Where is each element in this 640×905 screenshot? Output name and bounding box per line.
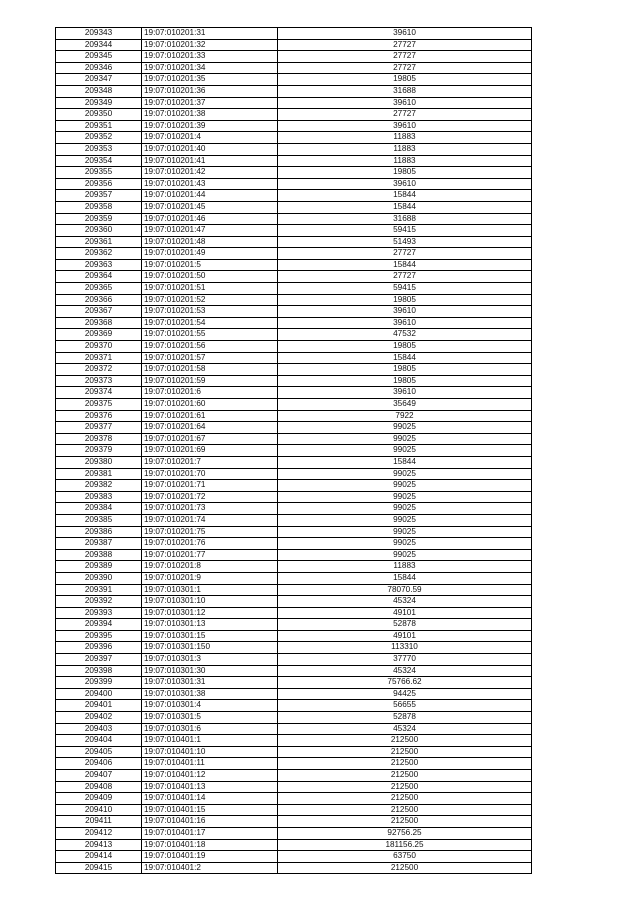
table-row bbox=[56, 700, 532, 712]
value-cell: 99025 bbox=[278, 433, 532, 445]
cadastral-number-cell: 19:07:010201:48 bbox=[142, 236, 278, 248]
table-row bbox=[56, 294, 532, 306]
record-number-cell: 209382 bbox=[56, 480, 142, 492]
record-number-cell: 209367 bbox=[56, 306, 142, 318]
cadastral-number-cell: 19:07:010301:15 bbox=[142, 630, 278, 642]
table-row bbox=[56, 271, 532, 283]
record-number-cell: 209361 bbox=[56, 236, 142, 248]
record-number-cell: 209409 bbox=[56, 793, 142, 805]
cadastral-number-cell: 19:07:010201:5 bbox=[142, 259, 278, 271]
value-cell: 212500 bbox=[278, 862, 532, 874]
table-row bbox=[56, 642, 532, 654]
cadastral-number-cell: 19:07:010201:36 bbox=[142, 85, 278, 97]
cadastral-number-cell: 19:07:010401:10 bbox=[142, 746, 278, 758]
table-row bbox=[56, 456, 532, 468]
value-cell: 212500 bbox=[278, 804, 532, 816]
cadastral-number-cell: 19:07:010201:56 bbox=[142, 341, 278, 353]
value-cell: 15844 bbox=[278, 201, 532, 213]
table-row bbox=[56, 514, 532, 526]
table-row bbox=[56, 190, 532, 202]
record-number-cell: 209375 bbox=[56, 399, 142, 411]
value-cell: 49101 bbox=[278, 607, 532, 619]
record-number-cell: 209394 bbox=[56, 619, 142, 631]
cadastral-number-cell: 19:07:010201:67 bbox=[142, 433, 278, 445]
cadastral-number-cell: 19:07:010201:58 bbox=[142, 364, 278, 376]
value-cell: 212500 bbox=[278, 746, 532, 758]
record-number-cell: 209370 bbox=[56, 341, 142, 353]
record-number-cell: 209343 bbox=[56, 28, 142, 40]
record-number-cell: 209412 bbox=[56, 827, 142, 839]
table-row bbox=[56, 723, 532, 735]
value-cell: 99025 bbox=[278, 480, 532, 492]
table-row bbox=[56, 109, 532, 121]
table-row bbox=[56, 538, 532, 550]
value-cell: 19805 bbox=[278, 364, 532, 376]
value-cell: 27727 bbox=[278, 39, 532, 51]
record-number-cell: 209356 bbox=[56, 178, 142, 190]
value-cell: 19805 bbox=[278, 74, 532, 86]
table-row bbox=[56, 804, 532, 816]
table-row bbox=[56, 862, 532, 874]
cadastral-number-cell: 19:07:010301:13 bbox=[142, 619, 278, 631]
record-number-cell: 209386 bbox=[56, 526, 142, 538]
table-row bbox=[56, 155, 532, 167]
value-cell: 212500 bbox=[278, 770, 532, 782]
cadastral-number-cell: 19:07:010201:8 bbox=[142, 561, 278, 573]
cadastral-number-cell: 19:07:010201:45 bbox=[142, 201, 278, 213]
value-cell: 212500 bbox=[278, 781, 532, 793]
value-cell: 113310 bbox=[278, 642, 532, 654]
table-row bbox=[56, 665, 532, 677]
cadastral-number-cell: 19:07:010201:34 bbox=[142, 62, 278, 74]
cadastral-number-cell: 19:07:010201:49 bbox=[142, 248, 278, 260]
value-cell: 99025 bbox=[278, 549, 532, 561]
table-row bbox=[56, 364, 532, 376]
record-number-cell: 209347 bbox=[56, 74, 142, 86]
value-cell: 45324 bbox=[278, 596, 532, 608]
cadastral-number-cell: 19:07:010301:6 bbox=[142, 723, 278, 735]
record-number-cell: 209362 bbox=[56, 248, 142, 260]
value-cell: 94425 bbox=[278, 688, 532, 700]
cadastral-number-cell: 19:07:010201:60 bbox=[142, 399, 278, 411]
record-number-cell: 209414 bbox=[56, 851, 142, 863]
table-row bbox=[56, 225, 532, 237]
cadastral-number-cell: 19:07:010201:71 bbox=[142, 480, 278, 492]
cadastral-number-cell: 19:07:010201:53 bbox=[142, 306, 278, 318]
record-number-cell: 209358 bbox=[56, 201, 142, 213]
value-cell: 19805 bbox=[278, 375, 532, 387]
value-cell: 47532 bbox=[278, 329, 532, 341]
record-number-cell: 209410 bbox=[56, 804, 142, 816]
cadastral-number-cell: 19:07:010301:1 bbox=[142, 584, 278, 596]
table-row bbox=[56, 236, 532, 248]
cadastral-number-cell: 19:07:010401:19 bbox=[142, 851, 278, 863]
value-cell: 7922 bbox=[278, 410, 532, 422]
value-cell: 27727 bbox=[278, 62, 532, 74]
table-row bbox=[56, 735, 532, 747]
record-number-cell: 209379 bbox=[56, 445, 142, 457]
cadastral-number-cell: 19:07:010301:4 bbox=[142, 700, 278, 712]
value-cell: 11883 bbox=[278, 143, 532, 155]
record-number-cell: 209374 bbox=[56, 387, 142, 399]
record-number-cell: 209400 bbox=[56, 688, 142, 700]
record-number-cell: 209398 bbox=[56, 665, 142, 677]
record-number-cell: 209371 bbox=[56, 352, 142, 364]
value-cell: 63750 bbox=[278, 851, 532, 863]
record-number-cell: 209403 bbox=[56, 723, 142, 735]
record-number-cell: 209366 bbox=[56, 294, 142, 306]
record-number-cell: 209396 bbox=[56, 642, 142, 654]
record-number-cell: 209381 bbox=[56, 468, 142, 480]
cadastral-number-cell: 19:07:010201:44 bbox=[142, 190, 278, 202]
table-row bbox=[56, 503, 532, 515]
record-number-cell: 209411 bbox=[56, 816, 142, 828]
table-row bbox=[56, 178, 532, 190]
table-row bbox=[56, 213, 532, 225]
table-row bbox=[56, 781, 532, 793]
table-row bbox=[56, 317, 532, 329]
table-row bbox=[56, 770, 532, 782]
record-number-cell: 209355 bbox=[56, 167, 142, 179]
record-number-cell: 209393 bbox=[56, 607, 142, 619]
value-cell: 39610 bbox=[278, 120, 532, 132]
value-cell: 19805 bbox=[278, 294, 532, 306]
cadastral-number-cell: 19:07:010301:10 bbox=[142, 596, 278, 608]
value-cell: 11883 bbox=[278, 132, 532, 144]
value-cell: 181156.25 bbox=[278, 839, 532, 851]
table-row bbox=[56, 62, 532, 74]
table-row bbox=[56, 422, 532, 434]
cadastral-number-cell: 19:07:010201:59 bbox=[142, 375, 278, 387]
table-row bbox=[56, 851, 532, 863]
value-cell: 45324 bbox=[278, 723, 532, 735]
table-row bbox=[56, 480, 532, 492]
cadastral-number-cell: 19:07:010201:69 bbox=[142, 445, 278, 457]
cadastral-number-cell: 19:07:010201:61 bbox=[142, 410, 278, 422]
cadastral-number-cell: 19:07:010201:43 bbox=[142, 178, 278, 190]
record-number-cell: 209353 bbox=[56, 143, 142, 155]
record-number-cell: 209404 bbox=[56, 735, 142, 747]
table-row bbox=[56, 143, 532, 155]
cadastral-number-cell: 19:07:010201:70 bbox=[142, 468, 278, 480]
record-number-cell: 209388 bbox=[56, 549, 142, 561]
cadastral-number-cell: 19:07:010201:38 bbox=[142, 109, 278, 121]
value-cell: 31688 bbox=[278, 213, 532, 225]
value-cell: 39610 bbox=[278, 306, 532, 318]
record-number-cell: 209352 bbox=[56, 132, 142, 144]
cadastral-number-cell: 19:07:010201:57 bbox=[142, 352, 278, 364]
cadastral-number-cell: 19:07:010201:54 bbox=[142, 317, 278, 329]
value-cell: 99025 bbox=[278, 514, 532, 526]
table-row bbox=[56, 167, 532, 179]
record-number-cell: 209405 bbox=[56, 746, 142, 758]
table-row bbox=[56, 306, 532, 318]
value-cell: 59415 bbox=[278, 283, 532, 295]
cadastral-number-cell: 19:07:010401:13 bbox=[142, 781, 278, 793]
value-cell: 45324 bbox=[278, 665, 532, 677]
record-number-cell: 209359 bbox=[56, 213, 142, 225]
value-cell: 212500 bbox=[278, 793, 532, 805]
table-row bbox=[56, 201, 532, 213]
cadastral-number-cell: 19:07:010401:11 bbox=[142, 758, 278, 770]
table-row bbox=[56, 619, 532, 631]
record-number-cell: 209350 bbox=[56, 109, 142, 121]
value-cell: 56655 bbox=[278, 700, 532, 712]
record-number-cell: 209357 bbox=[56, 190, 142, 202]
record-number-cell: 209397 bbox=[56, 654, 142, 666]
cadastral-number-cell: 19:07:010201:4 bbox=[142, 132, 278, 144]
table-row bbox=[56, 248, 532, 260]
record-number-cell: 209351 bbox=[56, 120, 142, 132]
value-cell: 99025 bbox=[278, 468, 532, 480]
cadastral-number-cell: 19:07:010201:9 bbox=[142, 572, 278, 584]
table-row bbox=[56, 584, 532, 596]
table-row bbox=[56, 97, 532, 109]
value-cell: 212500 bbox=[278, 735, 532, 747]
value-cell: 39610 bbox=[278, 28, 532, 40]
record-number-cell: 209413 bbox=[56, 839, 142, 851]
value-cell: 27727 bbox=[278, 109, 532, 121]
table-row bbox=[56, 120, 532, 132]
value-cell: 39610 bbox=[278, 317, 532, 329]
cadastral-number-cell: 19:07:010201:75 bbox=[142, 526, 278, 538]
record-number-cell: 209387 bbox=[56, 538, 142, 550]
table-row bbox=[56, 39, 532, 51]
table-row bbox=[56, 839, 532, 851]
cadastral-number-cell: 19:07:010301:12 bbox=[142, 607, 278, 619]
cadastral-number-cell: 19:07:010401:14 bbox=[142, 793, 278, 805]
cadastral-number-cell: 19:07:010201:52 bbox=[142, 294, 278, 306]
record-number-cell: 209344 bbox=[56, 39, 142, 51]
record-number-cell: 209384 bbox=[56, 503, 142, 515]
record-number-cell: 209408 bbox=[56, 781, 142, 793]
cadastral-number-cell: 19:07:010201:77 bbox=[142, 549, 278, 561]
value-cell: 78070.59 bbox=[278, 584, 532, 596]
table-row bbox=[56, 712, 532, 724]
value-cell: 51493 bbox=[278, 236, 532, 248]
table-row bbox=[56, 468, 532, 480]
table-row bbox=[56, 283, 532, 295]
record-number-cell: 209349 bbox=[56, 97, 142, 109]
record-number-cell: 209354 bbox=[56, 155, 142, 167]
record-number-cell: 209406 bbox=[56, 758, 142, 770]
record-number-cell: 209364 bbox=[56, 271, 142, 283]
table-row bbox=[56, 746, 532, 758]
cadastral-number-cell: 19:07:010401:15 bbox=[142, 804, 278, 816]
value-cell: 27727 bbox=[278, 271, 532, 283]
data-table bbox=[55, 27, 532, 874]
table-row bbox=[56, 399, 532, 411]
record-number-cell: 209391 bbox=[56, 584, 142, 596]
cadastral-number-cell: 19:07:010401:2 bbox=[142, 862, 278, 874]
value-cell: 52878 bbox=[278, 619, 532, 631]
value-cell: 37770 bbox=[278, 654, 532, 666]
cadastral-number-cell: 19:07:010201:64 bbox=[142, 422, 278, 434]
table-row bbox=[56, 758, 532, 770]
cadastral-number-cell: 19:07:010201:74 bbox=[142, 514, 278, 526]
record-number-cell: 209401 bbox=[56, 700, 142, 712]
value-cell: 39610 bbox=[278, 178, 532, 190]
table-row bbox=[56, 28, 532, 40]
cadastral-number-cell: 19:07:010201:47 bbox=[142, 225, 278, 237]
record-number-cell: 209372 bbox=[56, 364, 142, 376]
record-number-cell: 209390 bbox=[56, 572, 142, 584]
cadastral-number-cell: 19:07:010201:42 bbox=[142, 167, 278, 179]
value-cell: 19805 bbox=[278, 167, 532, 179]
record-number-cell: 209368 bbox=[56, 317, 142, 329]
value-cell: 49101 bbox=[278, 630, 532, 642]
record-number-cell: 209346 bbox=[56, 62, 142, 74]
record-number-cell: 209345 bbox=[56, 51, 142, 63]
table-row bbox=[56, 793, 532, 805]
cadastral-number-cell: 19:07:010201:72 bbox=[142, 491, 278, 503]
value-cell: 27727 bbox=[278, 51, 532, 63]
table-row bbox=[56, 259, 532, 271]
record-number-cell: 209363 bbox=[56, 259, 142, 271]
record-number-cell: 209407 bbox=[56, 770, 142, 782]
table-row bbox=[56, 491, 532, 503]
record-number-cell: 209399 bbox=[56, 677, 142, 689]
record-number-cell: 209392 bbox=[56, 596, 142, 608]
cadastral-number-cell: 19:07:010301:150 bbox=[142, 642, 278, 654]
table-row bbox=[56, 561, 532, 573]
cadastral-number-cell: 19:07:010301:30 bbox=[142, 665, 278, 677]
cadastral-number-cell: 19:07:010301:5 bbox=[142, 712, 278, 724]
value-cell: 99025 bbox=[278, 491, 532, 503]
value-cell: 99025 bbox=[278, 538, 532, 550]
table-row bbox=[56, 816, 532, 828]
value-cell: 212500 bbox=[278, 816, 532, 828]
record-number-cell: 209360 bbox=[56, 225, 142, 237]
cadastral-number-cell: 19:07:010201:33 bbox=[142, 51, 278, 63]
table-body bbox=[56, 28, 532, 874]
value-cell: 11883 bbox=[278, 561, 532, 573]
value-cell: 27727 bbox=[278, 248, 532, 260]
table-row bbox=[56, 410, 532, 422]
value-cell: 75766.62 bbox=[278, 677, 532, 689]
value-cell: 11883 bbox=[278, 155, 532, 167]
table-row bbox=[56, 596, 532, 608]
record-number-cell: 209389 bbox=[56, 561, 142, 573]
cadastral-number-cell: 19:07:010201:31 bbox=[142, 28, 278, 40]
cadastral-number-cell: 19:07:010401:18 bbox=[142, 839, 278, 851]
table-row bbox=[56, 630, 532, 642]
table-row bbox=[56, 827, 532, 839]
table-row bbox=[56, 445, 532, 457]
record-number-cell: 209385 bbox=[56, 514, 142, 526]
table-row bbox=[56, 51, 532, 63]
table-row bbox=[56, 654, 532, 666]
cadastral-number-cell: 19:07:010201:51 bbox=[142, 283, 278, 295]
table-row bbox=[56, 677, 532, 689]
cadastral-number-cell: 19:07:010401:1 bbox=[142, 735, 278, 747]
table-row bbox=[56, 74, 532, 86]
record-number-cell: 209395 bbox=[56, 630, 142, 642]
cadastral-number-cell: 19:07:010201:32 bbox=[142, 39, 278, 51]
cadastral-number-cell: 19:07:010401:16 bbox=[142, 816, 278, 828]
record-number-cell: 209369 bbox=[56, 329, 142, 341]
record-number-cell: 209378 bbox=[56, 433, 142, 445]
record-number-cell: 209348 bbox=[56, 85, 142, 97]
value-cell: 99025 bbox=[278, 422, 532, 434]
value-cell: 99025 bbox=[278, 445, 532, 457]
cadastral-number-cell: 19:07:010201:41 bbox=[142, 155, 278, 167]
cadastral-number-cell: 19:07:010201:6 bbox=[142, 387, 278, 399]
cadastral-number-cell: 19:07:010401:17 bbox=[142, 827, 278, 839]
table-row bbox=[56, 387, 532, 399]
value-cell: 99025 bbox=[278, 526, 532, 538]
value-cell: 15844 bbox=[278, 190, 532, 202]
cadastral-number-cell: 19:07:010401:12 bbox=[142, 770, 278, 782]
value-cell: 15844 bbox=[278, 572, 532, 584]
value-cell: 19805 bbox=[278, 341, 532, 353]
value-cell: 35649 bbox=[278, 399, 532, 411]
table-row bbox=[56, 352, 532, 364]
record-number-cell: 209383 bbox=[56, 491, 142, 503]
value-cell: 15844 bbox=[278, 456, 532, 468]
value-cell: 99025 bbox=[278, 503, 532, 515]
cadastral-number-cell: 19:07:010301:31 bbox=[142, 677, 278, 689]
cadastral-number-cell: 19:07:010301:3 bbox=[142, 654, 278, 666]
cadastral-number-cell: 19:07:010201:40 bbox=[142, 143, 278, 155]
record-number-cell: 209380 bbox=[56, 456, 142, 468]
record-number-cell: 209365 bbox=[56, 283, 142, 295]
record-number-cell: 209373 bbox=[56, 375, 142, 387]
record-number-cell: 209376 bbox=[56, 410, 142, 422]
table-row bbox=[56, 132, 532, 144]
cadastral-number-cell: 19:07:010201:73 bbox=[142, 503, 278, 515]
value-cell: 39610 bbox=[278, 97, 532, 109]
record-number-cell: 209402 bbox=[56, 712, 142, 724]
value-cell: 15844 bbox=[278, 259, 532, 271]
cadastral-number-cell: 19:07:010201:39 bbox=[142, 120, 278, 132]
record-number-cell: 209377 bbox=[56, 422, 142, 434]
table-row bbox=[56, 329, 532, 341]
table-row bbox=[56, 341, 532, 353]
cadastral-number-cell: 19:07:010201:55 bbox=[142, 329, 278, 341]
table-row bbox=[56, 688, 532, 700]
table-row bbox=[56, 375, 532, 387]
value-cell: 212500 bbox=[278, 758, 532, 770]
table-row bbox=[56, 572, 532, 584]
table-row bbox=[56, 433, 532, 445]
cadastral-number-cell: 19:07:010201:76 bbox=[142, 538, 278, 550]
cadastral-number-cell: 19:07:010201:7 bbox=[142, 456, 278, 468]
value-cell: 52878 bbox=[278, 712, 532, 724]
table-row bbox=[56, 85, 532, 97]
cadastral-number-cell: 19:07:010201:46 bbox=[142, 213, 278, 225]
value-cell: 31688 bbox=[278, 85, 532, 97]
value-cell: 39610 bbox=[278, 387, 532, 399]
record-number-cell: 209415 bbox=[56, 862, 142, 874]
table-row bbox=[56, 526, 532, 538]
value-cell: 92756.25 bbox=[278, 827, 532, 839]
cadastral-number-cell: 19:07:010301:38 bbox=[142, 688, 278, 700]
cadastral-number-cell: 19:07:010201:50 bbox=[142, 271, 278, 283]
value-cell: 15844 bbox=[278, 352, 532, 364]
table-row bbox=[56, 549, 532, 561]
cadastral-number-cell: 19:07:010201:37 bbox=[142, 97, 278, 109]
value-cell: 59415 bbox=[278, 225, 532, 237]
cadastral-number-cell: 19:07:010201:35 bbox=[142, 74, 278, 86]
table-row bbox=[56, 607, 532, 619]
